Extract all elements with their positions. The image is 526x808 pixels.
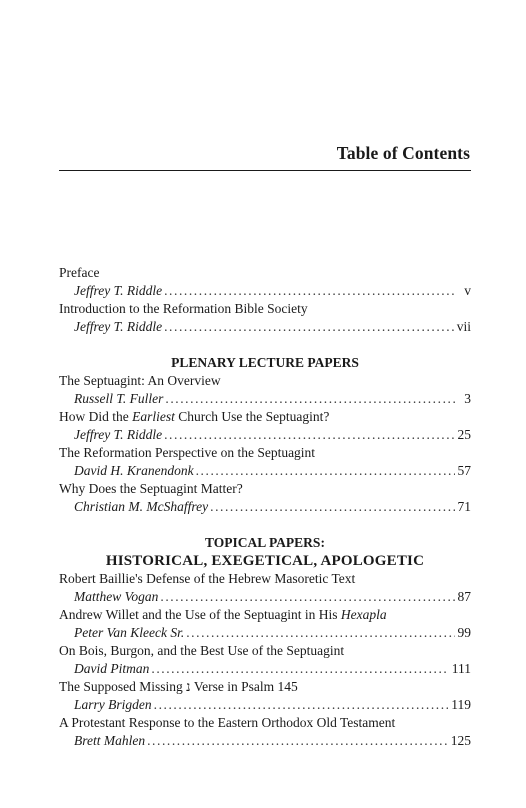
entry-line (59, 660, 471, 678)
entry-author: Jeffrey T. Riddle (74, 427, 163, 442)
entry-page-number: 57 (457, 463, 471, 478)
entry-line (59, 462, 471, 480)
dot-leader (210, 498, 454, 516)
entry-author: Jeffrey T. Riddle (74, 283, 163, 298)
entry-line (59, 426, 471, 444)
entry-author: David H. Kranendonk (74, 463, 194, 478)
toc-entry[interactable] (59, 642, 471, 678)
entry-title: The Reformation Perspective on the Septuagint (59, 445, 316, 460)
entry-line (59, 282, 471, 300)
section-heading-plenary: PLENARY LECTURE PAPERS (171, 355, 359, 370)
entry-line (59, 588, 471, 606)
toc-entry[interactable] (59, 264, 471, 300)
entry-title-part: Andrew Willet and the Use of the Septuagint in His (59, 607, 341, 622)
dot-leader (164, 318, 454, 336)
toc-entry[interactable] (59, 678, 471, 714)
toc-entry[interactable] (59, 300, 471, 336)
table-of-contents (59, 264, 471, 750)
title-rule (59, 170, 471, 171)
entry-page-number: 111 (451, 661, 471, 676)
entry-title (59, 408, 471, 426)
entry-title: The Supposed Missing נ Verse in Psalm 145 (59, 679, 298, 694)
entry-title: Preface (59, 265, 100, 280)
dot-leader (151, 660, 448, 678)
dot-leader (186, 624, 454, 642)
entry-author: Jeffrey T. Riddle (74, 319, 163, 334)
page-title: Table of Contents (336, 143, 470, 163)
entry-page-number: vii (456, 319, 471, 334)
entry-title-emphasis: Earliest (132, 409, 175, 424)
entry-line (59, 732, 471, 750)
entry-author: David Pitman (74, 661, 150, 676)
entry-line (59, 390, 471, 408)
entry-page-number: 125 (450, 733, 471, 748)
entry-title-part: Church Use the Septuagint? (174, 409, 330, 424)
entry-page-number: 99 (457, 625, 471, 640)
dot-leader (165, 390, 456, 408)
entry-title: On Bois, Burgon, and the Best Use of the Septuagint (59, 643, 345, 658)
entry-page-number: 3 (464, 391, 471, 406)
entry-author: Russell T. Fuller (74, 391, 164, 406)
dot-leader (164, 426, 454, 444)
toc-entry[interactable] (59, 606, 471, 642)
entry-title (59, 606, 471, 624)
entry-title: Robert Baillie's Defense of the Hebrew Masoretic Text (59, 571, 356, 586)
section-heading-topical: TOPICAL PAPERS: (205, 535, 325, 550)
dot-leader (164, 282, 456, 300)
entry-title: Introduction to the Reformation Bible Society (59, 301, 308, 316)
entry-page-number: v (464, 283, 471, 298)
entry-title-part: How Did the (59, 409, 133, 424)
entry-title: The Septuagint: An Overview (59, 373, 221, 388)
toc-entry[interactable] (59, 444, 471, 480)
entry-line (59, 318, 471, 336)
section-subheading-topical: HISTORICAL, EXEGETICAL, APOLOGETIC (105, 553, 425, 569)
entry-title: A Protestant Response to the Eastern Orthodox Old Testament (59, 715, 396, 730)
toc-entry[interactable] (59, 408, 471, 444)
dot-leader (147, 732, 448, 750)
toc-entry[interactable] (59, 372, 471, 408)
entry-page-number: 119 (451, 697, 471, 712)
entry-author: Peter Van Kleeck Sr. (74, 625, 185, 640)
section-gap (59, 516, 471, 534)
toc-entry[interactable] (59, 570, 471, 606)
entry-page-number: 71 (457, 499, 471, 514)
entry-title-emphasis: Hexapla (340, 607, 387, 622)
entry-title: Why Does the Septuagint Matter? (59, 481, 243, 496)
entry-author: Larry Brigden (74, 697, 152, 712)
entry-author: Matthew Vogan (74, 589, 159, 604)
dot-leader (154, 696, 449, 714)
entry-page-number: 25 (457, 427, 471, 442)
dot-leader (196, 462, 455, 480)
section-gap (59, 336, 471, 354)
entry-author: Brett Mahlen (74, 733, 146, 748)
entry-line (59, 696, 471, 714)
toc-entry[interactable] (59, 714, 471, 750)
toc-entry[interactable] (59, 480, 471, 516)
entry-line (59, 498, 471, 516)
entry-author: Christian M. McShaffrey (74, 499, 209, 514)
entry-line (59, 624, 471, 642)
dot-leader (160, 588, 454, 606)
entry-page-number: 87 (457, 589, 471, 604)
